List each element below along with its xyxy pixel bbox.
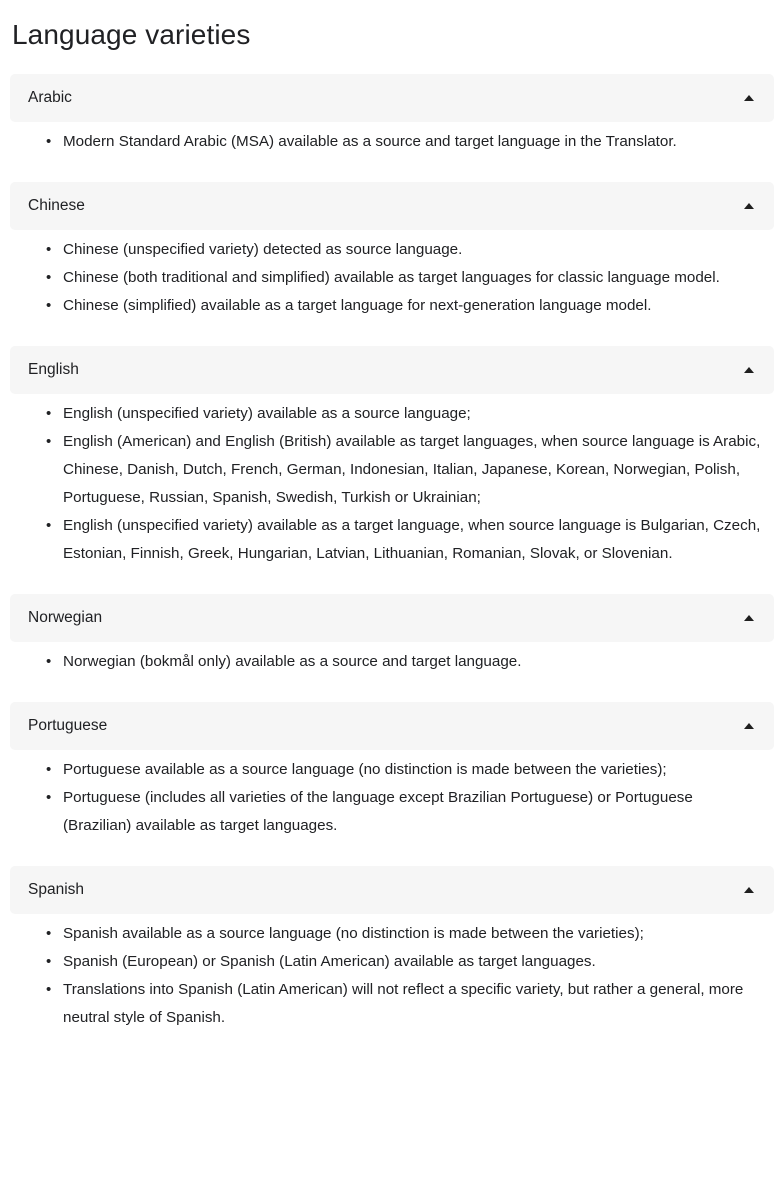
accordion-section-arabic: [10, 74, 774, 170]
list-item: • Norwegian (bokmål only) available as a source and target language.: [52, 648, 764, 676]
accordion-section-portuguese: [10, 702, 774, 854]
list-item: • Translations into Spanish (Latin American) will not reflect a specific variety, but rather a general, more neutral style of Spanish.: [52, 976, 764, 1032]
accordion-header-spanish[interactable]: [10, 866, 774, 914]
section-divider-spacer: [10, 690, 774, 702]
list-item: • Modern Standard Arabic (MSA) available as a source and target language in the Translator.: [52, 128, 764, 156]
bullet-list-portuguese: [10, 756, 774, 840]
accordion-title-english: English: [28, 360, 79, 378]
bullet-list-english: [10, 400, 774, 568]
accordion-body-chinese: [10, 230, 774, 334]
list-item: • English (unspecified variety) available as a source language;: [52, 400, 764, 428]
accordion-title-spanish: Spanish: [28, 880, 85, 898]
accordion-section-english: [10, 346, 774, 582]
list-item: • Chinese (unspecified variety) detected as source language.: [52, 236, 764, 264]
accordion-title-chinese: Chinese: [28, 196, 85, 214]
caret-up-icon[interactable]: [744, 615, 754, 621]
list-item: • Chinese (both traditional and simplified) available as target languages for classic language model.: [52, 264, 764, 292]
list-item: • English (unspecified variety) available as a target language, when source language is Bulgarian, Czech, Estonian, Finnish, Greek, Hungarian, Latvian, Lithuanian, Romanian, Slovak, or Slovenian.: [52, 512, 764, 568]
list-item: • Spanish available as a source language (no distinction is made between the varieties);: [52, 920, 764, 948]
bullet-list-norwegian: [10, 648, 774, 676]
caret-up-icon[interactable]: [744, 95, 754, 101]
section-divider-spacer: [10, 582, 774, 594]
accordion-header-norwegian[interactable]: [10, 594, 774, 642]
accordion-header-arabic[interactable]: [10, 74, 774, 122]
list-item: • Portuguese available as a source language (no distinction is made between the varieties);: [52, 756, 764, 784]
section-divider-spacer: [10, 334, 774, 346]
accordion-body-english: [10, 394, 774, 582]
accordion-body-spanish: [10, 914, 774, 1046]
language-varieties-accordion: [10, 74, 774, 1046]
bullet-list-arabic: [10, 128, 774, 156]
accordion-header-portuguese[interactable]: [10, 702, 774, 750]
caret-up-icon[interactable]: [744, 723, 754, 729]
accordion-body-norwegian: [10, 642, 774, 690]
caret-up-icon[interactable]: [744, 367, 754, 373]
bullet-list-chinese: [10, 236, 774, 320]
caret-up-icon[interactable]: [744, 203, 754, 209]
page-title: Language varieties: [12, 19, 251, 50]
accordion-section-spanish: [10, 866, 774, 1046]
list-item: • Chinese (simplified) available as a target language for next-generation language model.: [52, 292, 764, 320]
accordion-title-arabic: Arabic: [28, 88, 72, 106]
list-item: • English (American) and English (British) available as target languages, when source language is Arabic, Chinese, Danish, Dutch, French, German, Indonesian, Italian, Japanese, Korean, Norwegian, Polish, Portuguese, Russian, Spanish, Swedish, Turkish or Ukrainian;: [52, 428, 764, 512]
accordion-title-portuguese: Portuguese: [28, 716, 108, 734]
accordion-title-norwegian: Norwegian: [28, 608, 103, 626]
accordion-section-chinese: [10, 182, 774, 334]
accordion-section-norwegian: [10, 594, 774, 690]
accordion-body-arabic: [10, 122, 774, 170]
section-divider-spacer: [10, 854, 774, 866]
accordion-header-english[interactable]: [10, 346, 774, 394]
list-item: • Portuguese (includes all varieties of the language except Brazilian Portuguese) or Portuguese (Brazilian) available as target languages.: [52, 784, 764, 840]
accordion-body-portuguese: [10, 750, 774, 854]
list-item: • Spanish (European) or Spanish (Latin American) available as target languages.: [52, 948, 764, 976]
accordion-header-chinese[interactable]: [10, 182, 774, 230]
caret-up-icon[interactable]: [744, 887, 754, 893]
bullet-list-spanish: [10, 920, 774, 1032]
section-divider-spacer: [10, 170, 774, 182]
